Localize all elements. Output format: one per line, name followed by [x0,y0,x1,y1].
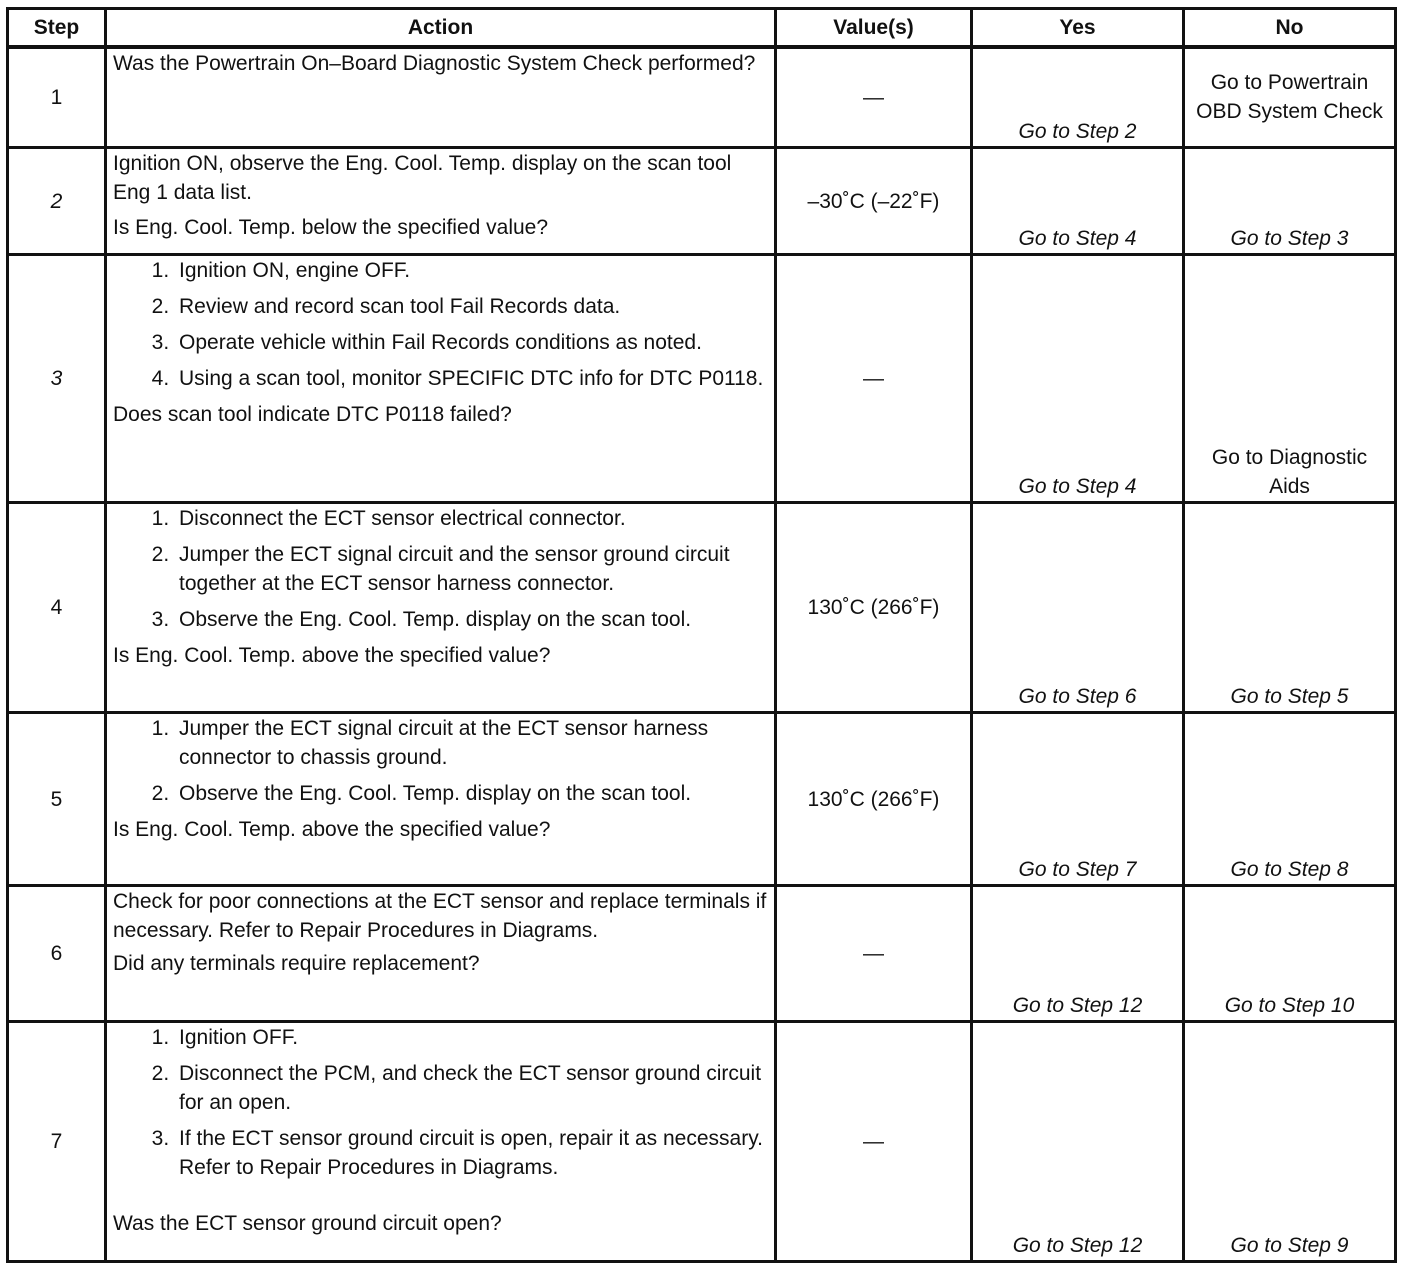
step-number: 3 [8,255,106,503]
list-item: 3. If the ECT sensor ground circuit is open, repair it as necessary. Refer to Repair Procedures in Diagrams. [175,1124,768,1182]
diagnostic-table [6,7,1397,1263]
table-row [8,47,1396,148]
action-cell [106,713,776,886]
table-row [8,255,1396,503]
procedure-list [113,714,768,808]
action-text: Ignition ON, observe the Eng. Cool. Temp. display on the scan tool Eng 1 data list. [113,152,732,204]
action-question: Did any terminals require replacement? [113,952,480,975]
no-link[interactable]: Go to Step 5 [1184,503,1396,713]
yes-link[interactable]: Go to Step 4 [972,255,1184,503]
list-item: 4. Using a scan tool, monitor SPECIFIC DTC info for DTC P0118. [175,364,768,393]
value-cell: — [776,1022,972,1262]
header-step: Step [8,9,106,47]
list-item: 3. Observe the Eng. Cool. Temp. display on the scan tool. [175,605,768,634]
step-number: 5 [8,713,106,886]
action-cell [106,886,776,1022]
header-action: Action [106,9,776,47]
action-cell [106,255,776,503]
yes-link[interactable]: Go to Step 12 [972,1022,1184,1262]
action-cell [106,148,776,255]
yes-link[interactable]: Go to Step 4 [972,148,1184,255]
procedure-list [113,256,768,393]
step-number: 4 [8,503,106,713]
no-link[interactable]: Go to Powertrain OBD System Check [1184,47,1396,148]
yes-link[interactable]: Go to Step 6 [972,503,1184,713]
row-spacer [113,1189,768,1209]
list-item: 3. Operate vehicle within Fail Records conditions as noted. [175,328,768,357]
list-item: 2. Observe the Eng. Cool. Temp. display on the scan tool. [175,779,768,808]
no-link[interactable]: Go to Diagnostic Aids [1184,255,1396,503]
list-item: 1. Ignition OFF. [175,1023,768,1052]
action-cell [106,1022,776,1262]
action-question: Was the ECT sensor ground circuit open? [113,1212,502,1235]
value-cell: — [776,886,972,1022]
list-item: 2. Disconnect the PCM, and check the ECT sensor ground circuit for an open. [175,1059,768,1117]
step-number: 2 [8,148,106,255]
no-link[interactable]: Go to Step 10 [1184,886,1396,1022]
list-item: 2. Jumper the ECT signal circuit and the sensor ground circuit together at the ECT sensor harness connector. [175,540,768,598]
no-link[interactable]: Go to Step 3 [1184,148,1396,255]
procedure-list [113,504,768,634]
table-row [8,148,1396,255]
action-cell [106,503,776,713]
table-row [8,1022,1396,1262]
procedure-list [113,1023,768,1182]
step-number: 7 [8,1022,106,1262]
step-number: 6 [8,886,106,1022]
table-row [8,886,1396,1022]
yes-link[interactable]: Go to Step 7 [972,713,1184,886]
no-link[interactable]: Go to Step 8 [1184,713,1396,886]
value-cell: — [776,47,972,148]
header-row [8,9,1396,47]
list-item: 1. Ignition ON, engine OFF. [175,256,768,285]
value-cell: 130˚C (266˚F) [776,713,972,886]
table-row [8,503,1396,713]
no-link[interactable]: Go to Step 9 [1184,1022,1396,1262]
header-yes: Yes [972,9,1184,47]
action-question: Is Eng. Cool. Temp. below the specified value? [113,216,549,239]
value-cell: — [776,255,972,503]
value-cell: 130˚C (266˚F) [776,503,972,713]
list-item: 2. Review and record scan tool Fail Records data. [175,292,768,321]
list-item: 1. Jumper the ECT signal circuit at the ECT sensor harness connector to chassis ground. [175,714,768,772]
action-question: Does scan tool indicate DTC P0118 failed? [113,403,512,426]
yes-link[interactable]: Go to Step 12 [972,886,1184,1022]
step-number: 1 [8,47,106,148]
list-item: 1. Disconnect the ECT sensor electrical connector. [175,504,768,533]
table-row [8,713,1396,886]
action-question: Is Eng. Cool. Temp. above the specified value? [113,818,551,841]
action-cell [106,47,776,148]
header-values: Value(s) [776,9,972,47]
action-question: Is Eng. Cool. Temp. above the specified value? [113,644,551,667]
header-no: No [1184,9,1396,47]
value-cell: –30˚C (–22˚F) [776,148,972,255]
action-text: Check for poor connections at the ECT sensor and replace terminals if necessary. Refer to Repair Procedures in Diagrams. [113,890,767,942]
action-text: Was the Powertrain On–Board Diagnostic System Check performed? [113,51,756,75]
yes-link[interactable]: Go to Step 2 [972,47,1184,148]
